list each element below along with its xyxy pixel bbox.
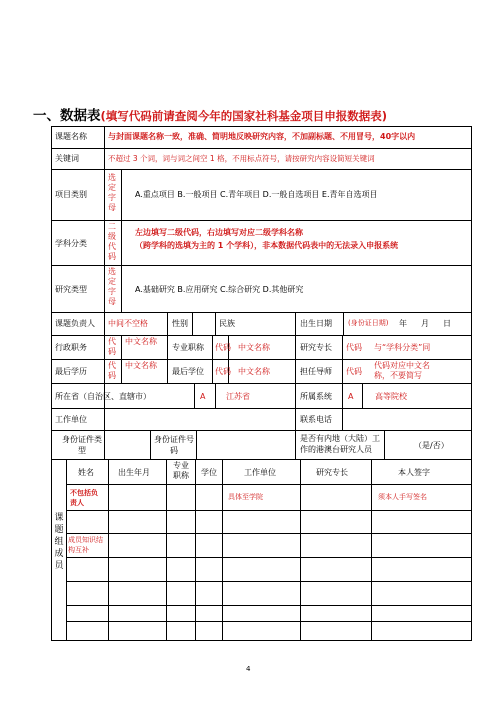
id-number-label: 身份证件号码	[154, 435, 194, 455]
position-code[interactable]: 代码	[108, 337, 116, 356]
col-signature: 本人签字	[398, 468, 430, 477]
member-structure-hint: 成员知识结构互补	[68, 536, 103, 554]
project-type-label: 项目类别	[55, 190, 87, 199]
page-number: 4	[246, 665, 251, 673]
expertise-label: 研究专长	[300, 343, 332, 352]
keywords-label: 关键词	[55, 154, 79, 163]
degree-code[interactable]: 代码	[215, 367, 231, 376]
keywords-field[interactable]: 不超过 3 个词，词与词之间空 1 格，不用标点符号，请按研究内容设简短关键词	[108, 154, 375, 163]
member-sign-hint[interactable]: 须本人手写签名	[378, 493, 427, 501]
col-work-unit: 工作单位	[244, 468, 276, 477]
education-code[interactable]: 代码	[108, 361, 116, 380]
province-name[interactable]: 江苏省	[226, 392, 250, 401]
leader-name-field[interactable]: 中间不空格	[108, 319, 148, 328]
work-unit-label: 工作单位	[55, 415, 87, 424]
project-type-options[interactable]: A.重点项目 B.一般项目 C.青年项目 D.一般自选项目 E.青年自选项目	[135, 190, 378, 199]
col-degree: 学位	[201, 468, 217, 477]
col-title: 专业职称	[173, 461, 189, 480]
province-code[interactable]: A	[200, 392, 206, 401]
system-name[interactable]: 高等院校	[375, 392, 407, 401]
title-code[interactable]: 代码	[215, 343, 231, 352]
topic-name-field[interactable]: 与封面课题名称一致，准确、简明地反映研究内容，不加副标题、不用冒号，40字以内	[108, 132, 416, 141]
system-label: 所属系统	[300, 392, 332, 401]
hkmt-researcher-label: 是否有内地（大陆）工作的港澳台研究人员	[300, 434, 380, 454]
col-name: 姓名	[78, 468, 94, 477]
position-cn-name[interactable]: 中文名称	[125, 337, 157, 346]
gender-label: 性别	[172, 319, 188, 328]
system-code[interactable]: A	[348, 392, 354, 401]
discipline-label: 学科分类	[55, 239, 87, 248]
topic-name-label: 课题名称	[55, 132, 87, 141]
discipline-hint-1: 左边填写二级代码，右边填写对应二级学科名称	[135, 228, 303, 237]
birth-month: 月	[421, 319, 429, 328]
expertise-hint[interactable]: 与“学科分类”同	[374, 343, 431, 352]
province-label: 所在省（自治区、直辖市）	[55, 392, 151, 401]
title-main: 一、数据表	[33, 108, 101, 124]
discipline-code-hint: 二级代码	[108, 222, 116, 261]
degree-label: 最后学位	[172, 367, 204, 376]
birth-date-hint[interactable]: (身份证日期)	[348, 319, 389, 327]
discipline-hint-2: （跨学科的选填为主的 1 个学科），非本数据代码表中的无法录入申报系统	[135, 241, 399, 250]
research-type-label: 研究类型	[55, 285, 87, 294]
col-birth: 出生年月	[118, 468, 150, 477]
expertise-code[interactable]: 代码	[346, 343, 362, 352]
col-expertise: 研究专长	[316, 468, 348, 477]
title-cn-name[interactable]: 中文名称	[238, 343, 270, 352]
id-type-label: 身份证件类型	[62, 435, 102, 455]
birth-day: 日	[443, 319, 451, 328]
project-type-code-hint: 选定字母	[108, 173, 116, 212]
phone-label: 联系电话	[300, 415, 332, 424]
research-type-options[interactable]: A.基础研究 B.应用研究 C.综合研究 D.其他研究	[135, 285, 304, 294]
leader-label: 课题负责人	[55, 319, 95, 328]
title-note: (填写代码前请查阅今年的国家社科基金项目申报数据表)	[100, 109, 388, 123]
degree-cn-name[interactable]: 中文名称	[238, 367, 270, 376]
supervisor-hint[interactable]: 代码对应中文名称，不要简写	[374, 361, 430, 380]
position-label: 行政职务	[55, 343, 87, 352]
supervisor-label: 担任导师	[300, 367, 332, 376]
birth-date-label: 出生日期	[300, 319, 332, 328]
supervisor-code[interactable]: 代码	[346, 367, 362, 376]
education-cn-name[interactable]: 中文名称	[125, 361, 157, 370]
title-label: 专业职称	[172, 343, 204, 352]
ethnicity-label: 民族	[219, 319, 235, 328]
research-type-code-hint: 选定字母	[108, 267, 116, 306]
member-name-hint[interactable]: 不包括负责人	[70, 489, 98, 507]
member-work-hint[interactable]: 具体至学院	[228, 493, 263, 501]
birth-year: 年	[399, 319, 407, 328]
education-label: 最后学历	[55, 367, 87, 376]
hkmt-researcher-value[interactable]: （是/否）	[414, 441, 449, 450]
members-side-label: 课题组成员	[54, 513, 64, 571]
